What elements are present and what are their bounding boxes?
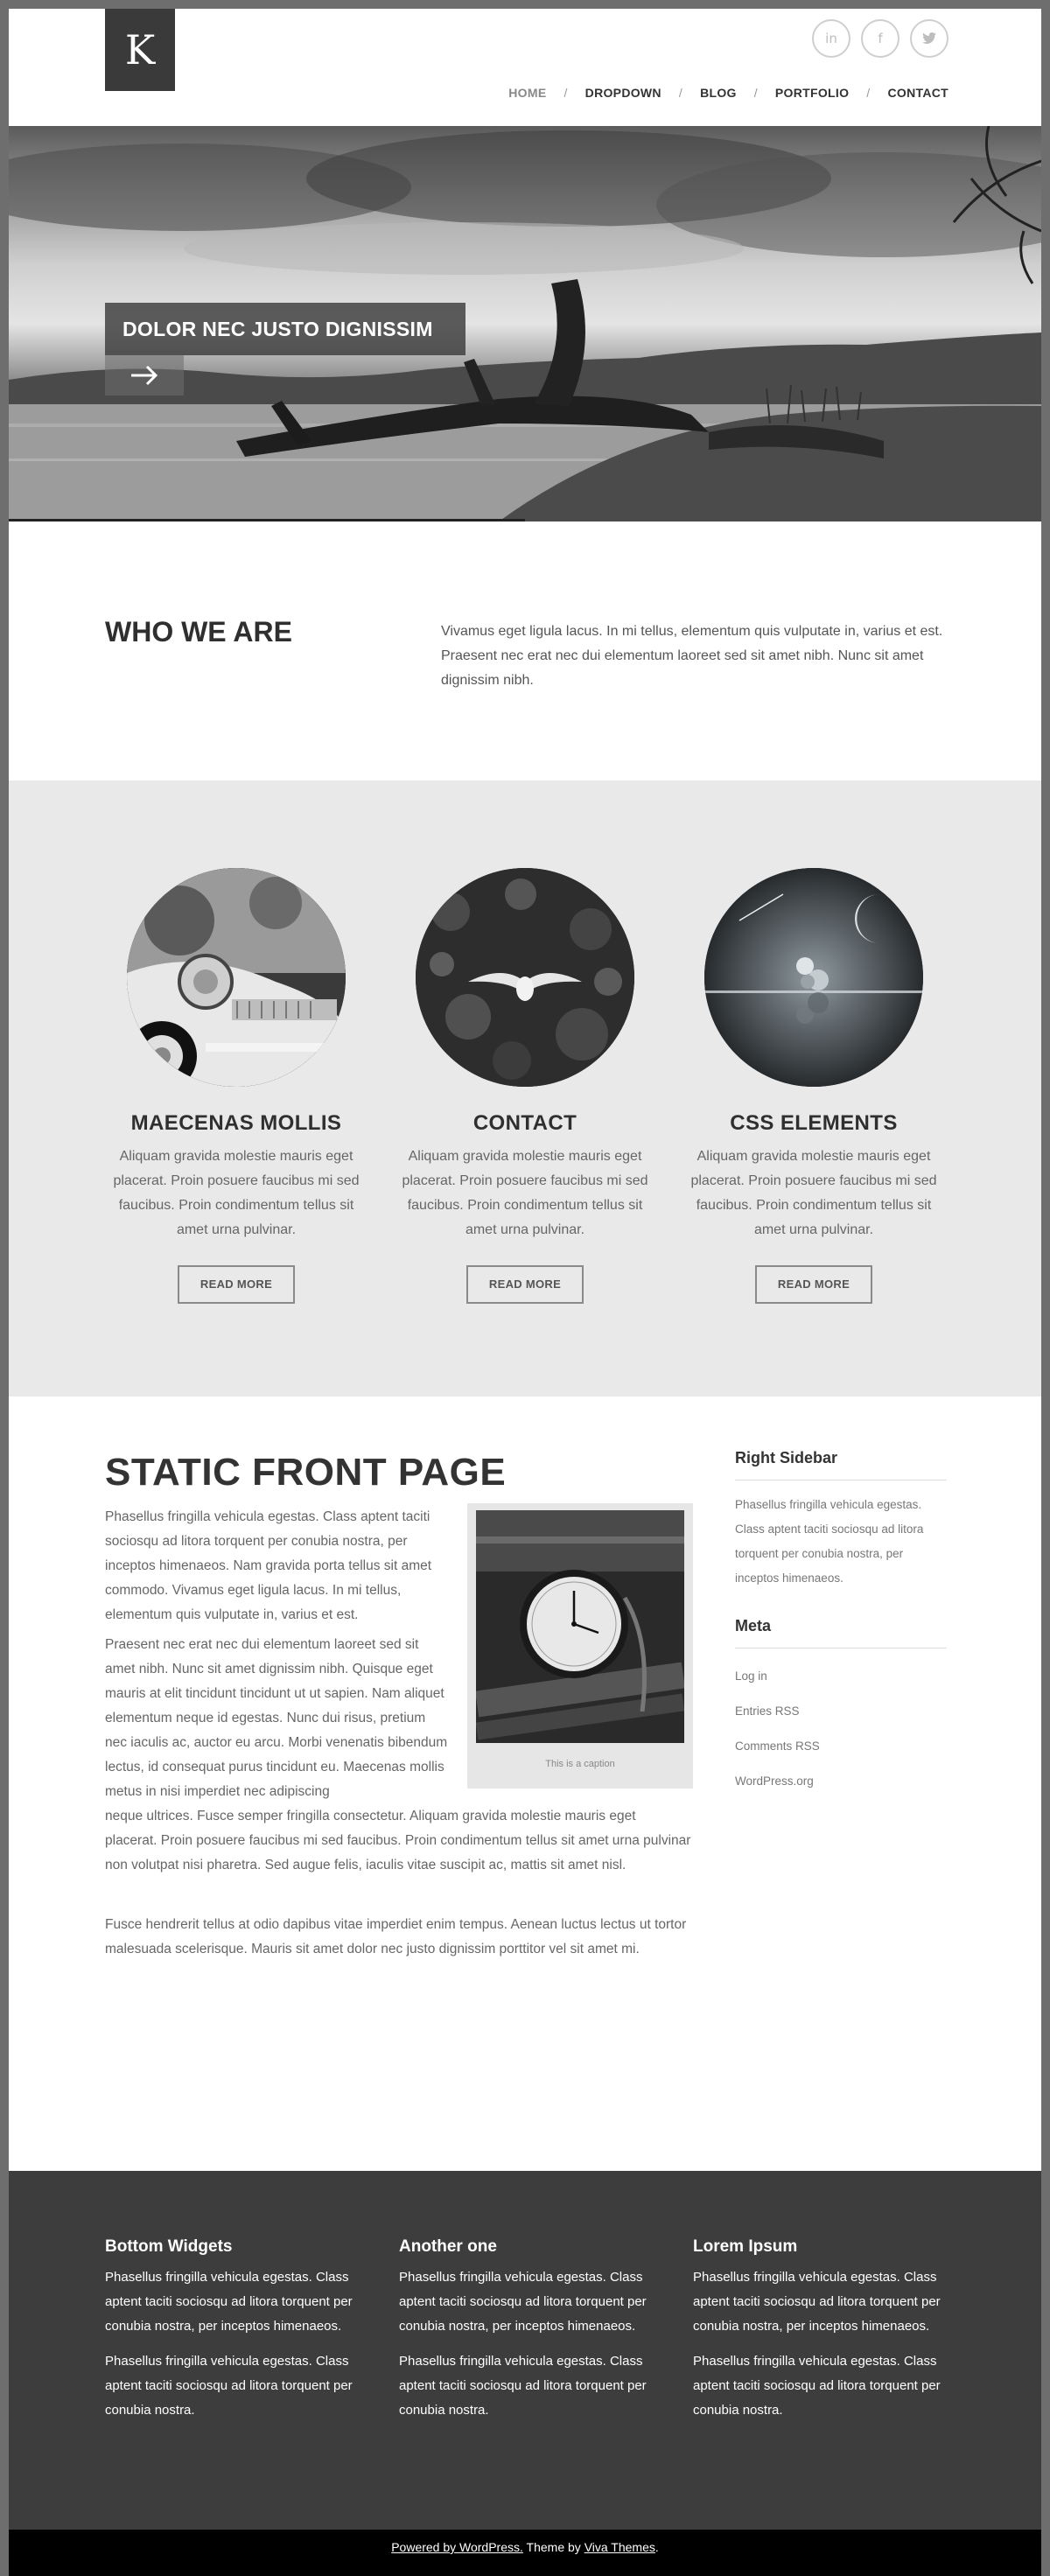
widget-text: Phasellus fringilla vehicula egestas. Class aptent taciti sociosqu ad litora torquent per conubia nostra, per inceptos himenaeos. (105, 2270, 353, 2334)
twitter-icon[interactable] (910, 19, 948, 58)
meta-link-wordpress[interactable]: WordPress.org (735, 1774, 814, 1788)
feature-title: CSS ELEMENTS (730, 1111, 898, 1135)
meta-link-comments-rss[interactable]: Comments RSS (735, 1740, 820, 1753)
feature-text: Aliquam gravida molestie mauris eget placerat. Proin posuere faucibus mi sed faucibus. Proin condimentum tellus sit amet urna pulvinar. (690, 1149, 937, 1237)
hero-slider (9, 126, 1041, 522)
meta-link-entries-rss[interactable]: Entries RSS (735, 1704, 800, 1718)
widget-title: Lorem Ipsum (693, 2237, 798, 2256)
content-paragraph: Phasellus fringilla vehicula egestas. Class aptent taciti sociosqu ad litora torquent per conubia nostra, per inceptos himenaeos. Nam gravida porta tellus sit amet commodo. Vivamus eget ligula lacus. In mi tellus, elementum quis vulputate in, varius et est. (105, 1509, 432, 1622)
nav-separator: / (564, 86, 568, 100)
theme-link[interactable]: Viva Themes (584, 2540, 655, 2554)
site-credits (9, 2530, 1041, 2576)
feature-image-car[interactable] (127, 868, 346, 1087)
widget-text: Phasellus fringilla vehicula egestas. Class aptent taciti sociosqu ad litora torquent per conubia nostra. (399, 2354, 647, 2418)
feature-title: CONTACT (472, 1111, 578, 1135)
linkedin-icon[interactable]: in (812, 19, 850, 58)
meta-links (735, 1659, 947, 1799)
feature-card (394, 868, 656, 1304)
nav-separator: / (866, 86, 871, 100)
widget-text: Phasellus fringilla vehicula egestas. Class aptent taciti sociosqu ad litora torquent per conubia nostra. (105, 2354, 353, 2418)
main-nav (508, 86, 948, 100)
read-more-button[interactable]: READ MORE (178, 1265, 295, 1304)
bottom-widget (693, 2237, 947, 2423)
page-title: STATIC FRONT PAGE (105, 1451, 507, 1494)
content-section (9, 1396, 1041, 2171)
theme-by-text: Theme by (522, 2540, 584, 2554)
figure-caption: This is a caption (545, 1759, 615, 1769)
widget-text: Phasellus fringilla vehicula egestas. Class aptent taciti sociosqu ad litora torquent per conubia nostra. (693, 2354, 941, 2418)
read-more-button[interactable]: READ MORE (755, 1265, 872, 1304)
bottom-widgets (9, 2171, 1041, 2530)
site-logo[interactable]: K (105, 9, 175, 91)
who-we-are-section (9, 522, 1041, 780)
content-figure (467, 1503, 693, 1788)
facebook-icon[interactable]: f (861, 19, 900, 58)
bottom-widget (105, 2237, 359, 2423)
feature-title: MAECENAS MOLLIS (130, 1111, 342, 1135)
feature-image-spheres[interactable] (704, 868, 923, 1087)
sidebar-text: Phasellus fringilla vehicula egestas. Class aptent taciti sociosqu ad litora torquent per conubia nostra, per inceptos himenaeos. (735, 1498, 924, 1585)
social-links (812, 19, 948, 58)
credits-suffix: . (654, 2540, 659, 2554)
widget-title: Bottom Widgets (105, 2237, 233, 2256)
widget-title: Another one (399, 2237, 497, 2256)
content-paragraph: Praesent nec erat nec dui elementum laoreet sed sit amet nibh. Nunc sit amet dignissim nibh. Quisque eget mauris at elit tincidunt tincidunt ut ut sapien. Nam aliquet elementum neque id egestas. Nunc dui risus, pretium nec iaculis ac, auctor eu arcu. Morbi venenatis bibendum lectus, id consequat purus tincidunt eu. Maecenas mollis metus in nisi imperdiet nec adipiscing (105, 1637, 448, 1799)
read-more-button[interactable]: READ MORE (466, 1265, 584, 1304)
content-paragraph: neque ultrices. Fusce semper fringilla consectetur. Aliquam gravida molestie mauris eget placerat. Proin posuere faucibus mi sed faucibus. Proin condimentum tellus sit amet urna pulvinar non volutpat nisi pharetra. Sed augue felis, iaculis vitae suscipit ac, mattis sit amet nisl. (105, 1809, 691, 1872)
bottom-widget (399, 2237, 653, 2423)
hero-caption[interactable]: DOLOR NEC JUSTO DIGNISSIM (105, 303, 466, 355)
meta-title: Meta (735, 1617, 947, 1648)
nav-blog[interactable]: BLOG (700, 86, 737, 100)
sidebar-title: Right Sidebar (735, 1449, 947, 1480)
powered-by-link[interactable]: Powered by WordPress. (391, 2540, 523, 2554)
feature-card (682, 868, 945, 1304)
content-paragraph: Fusce hendrerit tellus at odio dapibus vitae imperdiet enim tempus. Aenean luctus lectus ut tortor malesuada scelerisque. Mauris sit amet dolor nec justo dignissim porttitor vel sit amet mi. (105, 1917, 687, 1956)
feature-text: Aliquam gravida molestie mauris eget placerat. Proin posuere faucibus mi sed faucibus. Proin condimentum tellus sit amet urna pulvinar. (402, 1149, 648, 1237)
arrow-right-icon[interactable] (105, 355, 184, 396)
nav-home[interactable]: HOME (508, 86, 547, 100)
feature-card (105, 868, 368, 1304)
meta-link-login[interactable]: Log in (735, 1670, 767, 1683)
features-section (9, 780, 1041, 1396)
widget-text: Phasellus fringilla vehicula egestas. Class aptent taciti sociosqu ad litora torquent per conubia nostra, per inceptos himenaeos. (693, 2270, 941, 2334)
feature-text: Aliquam gravida molestie mauris eget placerat. Proin posuere faucibus mi sed faucibus. Proin condimentum tellus sit amet urna pulvinar. (113, 1149, 360, 1237)
right-sidebar (735, 1449, 947, 1799)
widget-text: Phasellus fringilla vehicula egestas. Class aptent taciti sociosqu ad litora torquent per conubia nostra, per inceptos himenaeos. (399, 2270, 647, 2334)
feature-image-bird[interactable] (416, 868, 634, 1087)
nav-separator: / (753, 86, 758, 100)
page (9, 9, 1041, 2576)
nav-dropdown[interactable]: DROPDOWN (584, 86, 662, 100)
nav-portfolio[interactable]: PORTFOLIO (774, 86, 850, 100)
who-title: WHO WE ARE (105, 616, 292, 648)
site-header (9, 9, 1041, 126)
who-text: Vivamus eget ligula lacus. In mi tellus, elementum quis vulputate in, varius et est. Praesent nec erat nec dui elementum laoreet sed sit amet nibh. Nunc sit amet dignissim nibh. (441, 624, 943, 688)
nav-contact[interactable]: CONTACT (887, 86, 948, 100)
nav-separator: / (678, 86, 683, 100)
pocket-watch-image[interactable] (476, 1510, 684, 1743)
